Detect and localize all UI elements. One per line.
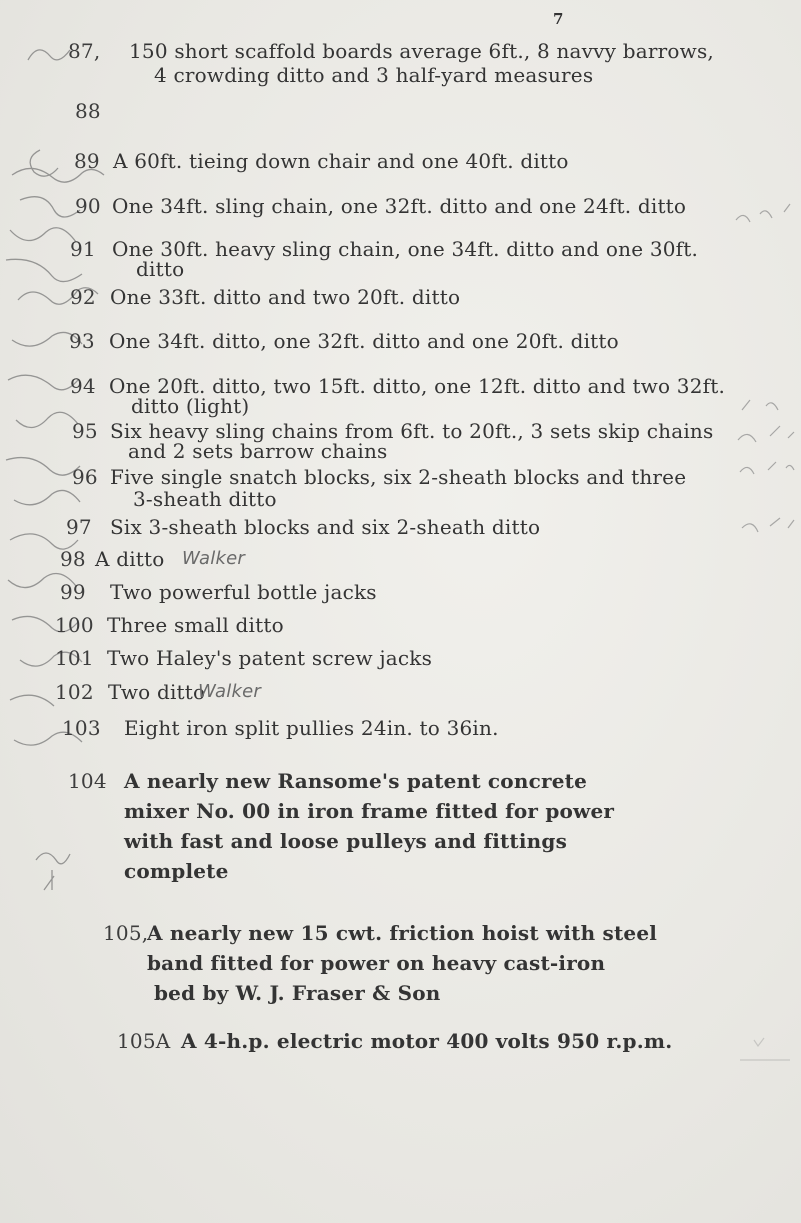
lot-number: 97 xyxy=(66,515,92,539)
lot-number: 103 xyxy=(62,716,101,740)
lot-number: 104 xyxy=(68,769,107,793)
lot-description-cont: 3-sheath ditto xyxy=(133,487,277,511)
lot-number: 94 xyxy=(70,374,96,398)
pencil-annotations-right-margin xyxy=(730,0,801,1223)
lot-description-cont: ditto (light) xyxy=(131,394,250,418)
lot-number: 95 xyxy=(72,419,98,443)
handwritten-buyer-note: Walker xyxy=(198,681,261,702)
lot-number: 101 xyxy=(55,646,94,670)
lot-number: 89 xyxy=(74,149,100,173)
lot-description: A 60ft. tieing down chair and one 40ft. ditto xyxy=(113,149,569,173)
lot-number: 105, xyxy=(103,921,149,945)
lot-description-cont: band fitted for power on heavy cast-iron xyxy=(147,951,606,975)
lot-description: 150 short scaffold boards average 6ft., 8 navvy barrows, xyxy=(129,39,714,63)
lot-description: Two powerful bottle jacks xyxy=(110,580,377,604)
page-number: 7 xyxy=(553,10,564,28)
lot-description-cont: 4 crowding ditto and 3 half-yard measures xyxy=(154,63,594,87)
lot-number: 93 xyxy=(69,329,95,353)
lot-number: 91 xyxy=(70,237,96,261)
lot-description: Six 3-sheath blocks and six 2-sheath ditto xyxy=(110,515,541,539)
lot-description: One 34ft. ditto, one 32ft. ditto and one 20ft. ditto xyxy=(109,329,619,353)
lot-description-cont: complete xyxy=(124,859,229,883)
lot-number: 102 xyxy=(55,680,94,704)
lot-description: Two ditto xyxy=(108,680,206,704)
lot-description: Six heavy sling chains from 6ft. to 20ft., 3 sets skip chains xyxy=(110,419,714,443)
lot-number: 88 xyxy=(75,99,101,123)
lot-description-cont: mixer No. 00 in iron frame fitted for power xyxy=(124,799,615,823)
handwritten-buyer-note: Walker xyxy=(182,548,245,569)
lot-description: A 4-h.p. electric motor 400 volts 950 r.p.m. xyxy=(181,1029,673,1053)
lot-description: Three small ditto xyxy=(107,613,284,637)
lot-description: One 30ft. heavy sling chain, one 34ft. ditto and one 30ft. xyxy=(112,237,699,261)
lot-description-cont: and 2 sets barrow chains xyxy=(128,439,388,463)
lot-number: 90 xyxy=(75,194,101,218)
lot-description: A ditto xyxy=(95,547,165,571)
lot-number: 99 xyxy=(60,580,86,604)
lot-description: Eight iron split pullies 24in. to 36in. xyxy=(124,716,499,740)
lot-description: Two Haley's patent screw jacks xyxy=(107,646,433,670)
lot-description: One 34ft. sling chain, one 32ft. ditto and one 24ft. ditto xyxy=(112,194,687,218)
lot-number: 87, xyxy=(68,39,101,63)
lot-number: 100 xyxy=(55,613,94,637)
lot-description: One 33ft. ditto and two 20ft. ditto xyxy=(110,285,461,309)
lot-number: 92 xyxy=(70,285,96,309)
lot-number: 98 xyxy=(60,547,86,571)
lot-description: A nearly new 15 cwt. friction hoist with steel xyxy=(147,921,658,945)
lot-number: 105A xyxy=(117,1029,171,1053)
lot-description-cont: with fast and loose pulleys and fittings xyxy=(124,829,568,853)
lot-number: 96 xyxy=(72,465,98,489)
lot-description: Five single snatch blocks, six 2-sheath blocks and three xyxy=(110,465,687,489)
lot-description: A nearly new Ransome's patent concrete xyxy=(124,769,587,793)
lot-description-cont: bed by W. J. Fraser & Son xyxy=(154,981,441,1005)
lot-description-cont: ditto xyxy=(136,257,185,281)
lot-description: One 20ft. ditto, two 15ft. ditto, one 12ft. ditto and two 32ft. xyxy=(109,374,726,398)
